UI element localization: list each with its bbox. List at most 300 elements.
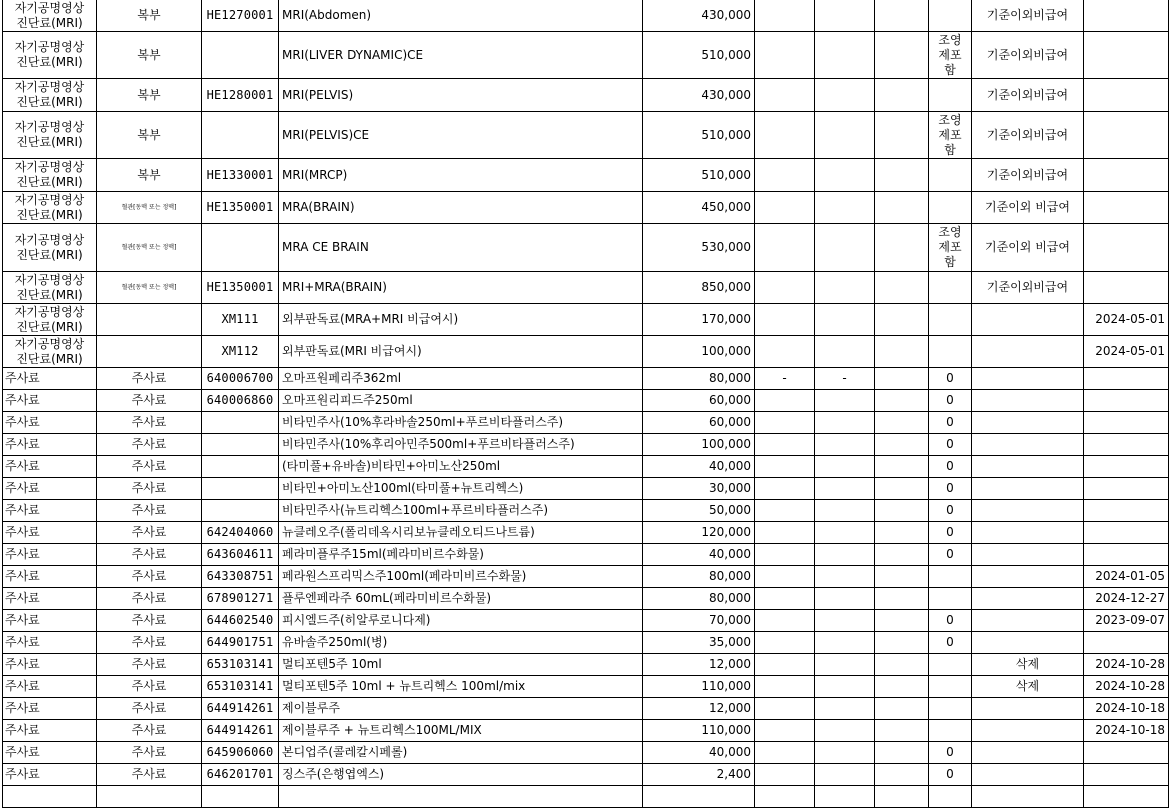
part-cell[interactable]: 혈관[동맥 또는 정맥] <box>97 272 202 304</box>
col-c-cell[interactable] <box>875 272 929 304</box>
price-cell[interactable]: 530,000 <box>643 224 755 272</box>
price-cell[interactable]: 430,000 <box>643 0 755 32</box>
code-cell[interactable]: 644901751 <box>202 632 279 654</box>
coverage-cell[interactable] <box>972 786 1084 808</box>
item-name-cell[interactable]: 징스주(은행엽엑스) <box>279 764 643 786</box>
price-cell[interactable]: 60,000 <box>643 390 755 412</box>
price-cell[interactable]: 850,000 <box>643 272 755 304</box>
note-cell[interactable]: 0 <box>929 412 972 434</box>
part-cell[interactable]: 복부 <box>97 79 202 112</box>
code-cell[interactable]: 640006860 <box>202 390 279 412</box>
price-cell[interactable]: 450,000 <box>643 192 755 224</box>
part-cell[interactable] <box>97 304 202 336</box>
note-cell[interactable]: 0 <box>929 368 972 390</box>
category-cell[interactable]: 자기공명영상 진단료(MRI) <box>3 0 97 32</box>
code-cell[interactable]: XM112 <box>202 336 279 368</box>
price-cell[interactable]: 80,000 <box>643 368 755 390</box>
item-name-cell[interactable]: 외부판독료(MRA+MRI 비급여시) <box>279 304 643 336</box>
part-cell[interactable]: 주사료 <box>97 500 202 522</box>
col-c-cell[interactable] <box>875 588 929 610</box>
date-cell[interactable]: 2024-12-27 <box>1084 588 1169 610</box>
code-cell[interactable]: 644602540 <box>202 610 279 632</box>
col-a-cell[interactable] <box>755 654 815 676</box>
code-cell[interactable]: 653103141 <box>202 676 279 698</box>
date-cell[interactable] <box>1084 412 1169 434</box>
item-name-cell[interactable]: 본디업주(콜레칼시페롤) <box>279 742 643 764</box>
date-cell[interactable] <box>1084 434 1169 456</box>
note-cell[interactable] <box>929 272 972 304</box>
col-c-cell[interactable] <box>875 456 929 478</box>
coverage-cell[interactable] <box>972 764 1084 786</box>
item-name-cell[interactable]: 유바솔주250ml(병) <box>279 632 643 654</box>
item-name-cell[interactable]: 플루엔페라주 60mL(페라미비르수화물) <box>279 588 643 610</box>
col-a-cell[interactable] <box>755 412 815 434</box>
col-c-cell[interactable] <box>875 698 929 720</box>
price-cell[interactable]: 110,000 <box>643 676 755 698</box>
col-b-cell[interactable] <box>815 478 875 500</box>
date-cell[interactable]: 2024-10-18 <box>1084 720 1169 742</box>
col-a-cell[interactable] <box>755 159 815 192</box>
col-c-cell[interactable] <box>875 478 929 500</box>
price-cell[interactable]: 100,000 <box>643 336 755 368</box>
col-a-cell[interactable] <box>755 544 815 566</box>
note-cell[interactable] <box>929 159 972 192</box>
col-c-cell[interactable] <box>875 610 929 632</box>
category-cell[interactable]: 주사료 <box>3 764 97 786</box>
date-cell[interactable] <box>1084 390 1169 412</box>
col-c-cell[interactable] <box>875 676 929 698</box>
part-cell[interactable]: 혈관[동맥 또는 정맥] <box>97 192 202 224</box>
part-cell[interactable]: 주사료 <box>97 654 202 676</box>
note-cell[interactable] <box>929 676 972 698</box>
col-b-cell[interactable] <box>815 112 875 159</box>
col-c-cell[interactable] <box>875 500 929 522</box>
item-name-cell[interactable]: 페라원스프리믹스주100ml(페라미비르수화물) <box>279 566 643 588</box>
date-cell[interactable]: 2024-10-18 <box>1084 698 1169 720</box>
note-cell[interactable] <box>929 0 972 32</box>
item-name-cell[interactable]: (타미풀+유바솔)비타민+아미노산250ml <box>279 456 643 478</box>
date-cell[interactable] <box>1084 544 1169 566</box>
price-cell[interactable]: 510,000 <box>643 112 755 159</box>
col-b-cell[interactable] <box>815 676 875 698</box>
col-a-cell[interactable] <box>755 610 815 632</box>
category-cell[interactable]: 주사료 <box>3 434 97 456</box>
date-cell[interactable] <box>1084 500 1169 522</box>
price-cell[interactable]: 80,000 <box>643 566 755 588</box>
coverage-cell[interactable] <box>972 434 1084 456</box>
col-c-cell[interactable] <box>875 544 929 566</box>
date-cell[interactable] <box>1084 224 1169 272</box>
part-cell[interactable]: 복부 <box>97 112 202 159</box>
price-cell[interactable]: 120,000 <box>643 522 755 544</box>
coverage-cell[interactable]: 기준이외비급여 <box>972 159 1084 192</box>
part-cell[interactable]: 주사료 <box>97 610 202 632</box>
part-cell[interactable]: 주사료 <box>97 456 202 478</box>
col-c-cell[interactable] <box>875 368 929 390</box>
col-c-cell[interactable] <box>875 159 929 192</box>
col-c-cell[interactable] <box>875 336 929 368</box>
col-a-cell[interactable] <box>755 588 815 610</box>
part-cell[interactable]: 주사료 <box>97 588 202 610</box>
note-cell[interactable]: 0 <box>929 764 972 786</box>
col-a-cell[interactable] <box>755 272 815 304</box>
price-cell[interactable]: 110,000 <box>643 720 755 742</box>
part-cell[interactable]: 복부 <box>97 32 202 79</box>
note-cell[interactable] <box>929 336 972 368</box>
coverage-cell[interactable]: 기준이외비급여 <box>972 0 1084 32</box>
item-name-cell[interactable]: 비타민주사(10%후라바솔250ml+푸르비타플러스주) <box>279 412 643 434</box>
price-cell[interactable]: 80,000 <box>643 588 755 610</box>
item-name-cell[interactable]: MRA(BRAIN) <box>279 192 643 224</box>
category-cell[interactable]: 주사료 <box>3 632 97 654</box>
price-cell[interactable]: 60,000 <box>643 412 755 434</box>
date-cell[interactable] <box>1084 159 1169 192</box>
category-cell[interactable]: 주사료 <box>3 566 97 588</box>
coverage-cell[interactable] <box>972 412 1084 434</box>
note-cell[interactable]: 0 <box>929 478 972 500</box>
item-name-cell[interactable]: 외부판독료(MRI 비급여시) <box>279 336 643 368</box>
price-cell[interactable]: 100,000 <box>643 434 755 456</box>
category-cell[interactable]: 자기공명영상 진단료(MRI) <box>3 272 97 304</box>
date-cell[interactable] <box>1084 272 1169 304</box>
code-cell[interactable]: 653103141 <box>202 654 279 676</box>
coverage-cell[interactable]: 삭제 <box>972 676 1084 698</box>
part-cell[interactable]: 주사료 <box>97 544 202 566</box>
col-a-cell[interactable] <box>755 742 815 764</box>
date-cell[interactable]: 2024-01-05 <box>1084 566 1169 588</box>
part-cell[interactable]: 주사료 <box>97 390 202 412</box>
category-cell[interactable]: 주사료 <box>3 478 97 500</box>
item-name-cell[interactable]: 제이블루주 <box>279 698 643 720</box>
note-cell[interactable]: 0 <box>929 522 972 544</box>
item-name-cell[interactable]: MRI(Abdomen) <box>279 0 643 32</box>
note-cell[interactable] <box>929 304 972 336</box>
part-cell[interactable]: 주사료 <box>97 676 202 698</box>
item-name-cell[interactable]: 비타민주사(10%후리아민주500ml+푸르비타플러스주) <box>279 434 643 456</box>
col-b-cell[interactable] <box>815 566 875 588</box>
col-b-cell[interactable] <box>815 522 875 544</box>
note-cell[interactable]: 조영 제포 함 <box>929 32 972 79</box>
code-cell[interactable] <box>202 434 279 456</box>
code-cell[interactable]: XM111 <box>202 304 279 336</box>
coverage-cell[interactable] <box>972 500 1084 522</box>
code-cell[interactable] <box>202 478 279 500</box>
category-cell[interactable]: 주사료 <box>3 390 97 412</box>
col-a-cell[interactable] <box>755 500 815 522</box>
col-a-cell[interactable] <box>755 304 815 336</box>
col-b-cell[interactable] <box>815 304 875 336</box>
col-a-cell[interactable] <box>755 224 815 272</box>
col-a-cell[interactable] <box>755 522 815 544</box>
date-cell[interactable] <box>1084 456 1169 478</box>
col-c-cell[interactable] <box>875 566 929 588</box>
coverage-cell[interactable] <box>972 544 1084 566</box>
code-cell[interactable]: 644914261 <box>202 698 279 720</box>
note-cell[interactable]: 조영 제포 함 <box>929 224 972 272</box>
price-cell[interactable] <box>643 786 755 808</box>
col-c-cell[interactable] <box>875 390 929 412</box>
category-cell[interactable]: 주사료 <box>3 742 97 764</box>
item-name-cell[interactable]: MRI+MRA(BRAIN) <box>279 272 643 304</box>
date-cell[interactable] <box>1084 112 1169 159</box>
price-cell[interactable]: 70,000 <box>643 610 755 632</box>
item-name-cell[interactable]: MRI(PELVIS) <box>279 79 643 112</box>
date-cell[interactable] <box>1084 786 1169 808</box>
note-cell[interactable]: 0 <box>929 632 972 654</box>
coverage-cell[interactable] <box>972 632 1084 654</box>
col-a-cell[interactable] <box>755 698 815 720</box>
code-cell[interactable]: 640006700 <box>202 368 279 390</box>
coverage-cell[interactable] <box>972 336 1084 368</box>
col-b-cell[interactable] <box>815 390 875 412</box>
col-b-cell[interactable] <box>815 192 875 224</box>
col-c-cell[interactable] <box>875 522 929 544</box>
col-a-cell[interactable] <box>755 632 815 654</box>
col-a-cell[interactable] <box>755 0 815 32</box>
coverage-cell[interactable] <box>972 456 1084 478</box>
coverage-cell[interactable] <box>972 610 1084 632</box>
col-b-cell[interactable] <box>815 412 875 434</box>
col-b-cell[interactable] <box>815 336 875 368</box>
note-cell[interactable] <box>929 192 972 224</box>
date-cell[interactable]: 2024-05-01 <box>1084 336 1169 368</box>
col-b-cell[interactable] <box>815 272 875 304</box>
col-b-cell[interactable] <box>815 32 875 79</box>
category-cell[interactable]: 자기공명영상 진단료(MRI) <box>3 336 97 368</box>
col-b-cell[interactable] <box>815 79 875 112</box>
col-a-cell[interactable] <box>755 764 815 786</box>
col-a-cell[interactable]: - <box>755 368 815 390</box>
code-cell[interactable] <box>202 786 279 808</box>
col-b-cell[interactable] <box>815 224 875 272</box>
code-cell[interactable]: 643308751 <box>202 566 279 588</box>
note-cell[interactable]: 0 <box>929 742 972 764</box>
price-cell[interactable]: 35,000 <box>643 632 755 654</box>
col-b-cell[interactable] <box>815 720 875 742</box>
category-cell[interactable]: 자기공명영상 진단료(MRI) <box>3 224 97 272</box>
category-cell[interactable]: 자기공명영상 진단료(MRI) <box>3 159 97 192</box>
col-a-cell[interactable] <box>755 478 815 500</box>
price-cell[interactable]: 430,000 <box>643 79 755 112</box>
date-cell[interactable] <box>1084 32 1169 79</box>
code-cell[interactable] <box>202 32 279 79</box>
code-cell[interactable]: HE1350001 <box>202 192 279 224</box>
col-b-cell[interactable] <box>815 610 875 632</box>
date-cell[interactable] <box>1084 0 1169 32</box>
part-cell[interactable]: 복부 <box>97 159 202 192</box>
code-cell[interactable]: 643604611 <box>202 544 279 566</box>
col-c-cell[interactable] <box>875 786 929 808</box>
category-cell[interactable]: 주사료 <box>3 588 97 610</box>
item-name-cell[interactable]: 비타민+아미노산100ml(타미풀+뉴트리헥스) <box>279 478 643 500</box>
col-a-cell[interactable] <box>755 32 815 79</box>
col-c-cell[interactable] <box>875 764 929 786</box>
price-cell[interactable]: 12,000 <box>643 654 755 676</box>
category-cell[interactable] <box>3 786 97 808</box>
item-name-cell[interactable]: MRA CE BRAIN <box>279 224 643 272</box>
coverage-cell[interactable]: 기준이외비급여 <box>972 272 1084 304</box>
coverage-cell[interactable] <box>972 588 1084 610</box>
col-c-cell[interactable] <box>875 0 929 32</box>
coverage-cell[interactable]: 기준이외비급여 <box>972 79 1084 112</box>
date-cell[interactable]: 2024-10-28 <box>1084 654 1169 676</box>
col-b-cell[interactable] <box>815 742 875 764</box>
category-cell[interactable]: 주사료 <box>3 500 97 522</box>
category-cell[interactable]: 주사료 <box>3 456 97 478</box>
col-b-cell[interactable] <box>815 632 875 654</box>
col-a-cell[interactable] <box>755 786 815 808</box>
col-a-cell[interactable] <box>755 390 815 412</box>
col-a-cell[interactable] <box>755 676 815 698</box>
price-cell[interactable]: 510,000 <box>643 32 755 79</box>
part-cell[interactable]: 주사료 <box>97 478 202 500</box>
date-cell[interactable]: 2024-10-28 <box>1084 676 1169 698</box>
code-cell[interactable]: HE1280001 <box>202 79 279 112</box>
coverage-cell[interactable]: 기준이외 비급여 <box>972 224 1084 272</box>
item-name-cell[interactable]: 제이블루주 + 뉴트리헥스100ML/MIX <box>279 720 643 742</box>
category-cell[interactable]: 자기공명영상 진단료(MRI) <box>3 112 97 159</box>
col-c-cell[interactable] <box>875 412 929 434</box>
code-cell[interactable]: 678901271 <box>202 588 279 610</box>
date-cell[interactable] <box>1084 79 1169 112</box>
col-b-cell[interactable] <box>815 500 875 522</box>
price-cell[interactable]: 12,000 <box>643 698 755 720</box>
code-cell[interactable] <box>202 112 279 159</box>
col-c-cell[interactable] <box>875 304 929 336</box>
note-cell[interactable] <box>929 566 972 588</box>
item-name-cell[interactable]: 피시엘드주(히알루로니다제) <box>279 610 643 632</box>
col-c-cell[interactable] <box>875 632 929 654</box>
coverage-cell[interactable] <box>972 698 1084 720</box>
note-cell[interactable] <box>929 588 972 610</box>
code-cell[interactable]: 646201701 <box>202 764 279 786</box>
col-b-cell[interactable] <box>815 654 875 676</box>
coverage-cell[interactable]: 기준이외비급여 <box>972 32 1084 79</box>
note-cell[interactable] <box>929 786 972 808</box>
col-b-cell[interactable] <box>815 434 875 456</box>
coverage-cell[interactable] <box>972 720 1084 742</box>
coverage-cell[interactable]: 삭제 <box>972 654 1084 676</box>
part-cell[interactable]: 주사료 <box>97 368 202 390</box>
date-cell[interactable]: 2024-05-01 <box>1084 304 1169 336</box>
col-c-cell[interactable] <box>875 654 929 676</box>
col-c-cell[interactable] <box>875 192 929 224</box>
price-cell[interactable]: 40,000 <box>643 742 755 764</box>
coverage-cell[interactable] <box>972 742 1084 764</box>
col-c-cell[interactable] <box>875 112 929 159</box>
date-cell[interactable] <box>1084 522 1169 544</box>
item-name-cell[interactable]: 비타민주사(뉴트리헥스100ml+푸르비타플러스주) <box>279 500 643 522</box>
category-cell[interactable]: 주사료 <box>3 522 97 544</box>
part-cell[interactable]: 주사료 <box>97 720 202 742</box>
col-a-cell[interactable] <box>755 456 815 478</box>
note-cell[interactable] <box>929 79 972 112</box>
price-cell[interactable]: 170,000 <box>643 304 755 336</box>
date-cell[interactable] <box>1084 632 1169 654</box>
date-cell[interactable] <box>1084 368 1169 390</box>
col-b-cell[interactable] <box>815 786 875 808</box>
note-cell[interactable] <box>929 698 972 720</box>
note-cell[interactable]: 0 <box>929 610 972 632</box>
part-cell[interactable]: 주사료 <box>97 632 202 654</box>
item-name-cell[interactable]: 오마프원페리주362ml <box>279 368 643 390</box>
col-c-cell[interactable] <box>875 224 929 272</box>
col-c-cell[interactable] <box>875 434 929 456</box>
col-a-cell[interactable] <box>755 112 815 159</box>
col-a-cell[interactable] <box>755 336 815 368</box>
col-a-cell[interactable] <box>755 192 815 224</box>
part-cell[interactable]: 주사료 <box>97 412 202 434</box>
part-cell[interactable] <box>97 336 202 368</box>
code-cell[interactable]: 645906060 <box>202 742 279 764</box>
col-c-cell[interactable] <box>875 720 929 742</box>
col-a-cell[interactable] <box>755 434 815 456</box>
note-cell[interactable]: 0 <box>929 434 972 456</box>
col-b-cell[interactable] <box>815 764 875 786</box>
part-cell[interactable]: 주사료 <box>97 742 202 764</box>
item-name-cell[interactable]: MRI(PELVIS)CE <box>279 112 643 159</box>
code-cell[interactable] <box>202 224 279 272</box>
code-cell[interactable] <box>202 412 279 434</box>
code-cell[interactable]: HE1350001 <box>202 272 279 304</box>
note-cell[interactable]: 0 <box>929 500 972 522</box>
col-b-cell[interactable]: - <box>815 368 875 390</box>
note-cell[interactable]: 조영 제포 함 <box>929 112 972 159</box>
col-b-cell[interactable] <box>815 698 875 720</box>
category-cell[interactable]: 자기공명영상 진단료(MRI) <box>3 32 97 79</box>
item-name-cell[interactable]: 오마프원리피드주250ml <box>279 390 643 412</box>
category-cell[interactable]: 자기공명영상 진단료(MRI) <box>3 304 97 336</box>
item-name-cell[interactable]: 페라미플루주15ml(페라미비르수화물) <box>279 544 643 566</box>
part-cell[interactable]: 주사료 <box>97 434 202 456</box>
category-cell[interactable]: 자기공명영상 진단료(MRI) <box>3 192 97 224</box>
category-cell[interactable]: 주사료 <box>3 610 97 632</box>
item-name-cell[interactable]: MRI(MRCP) <box>279 159 643 192</box>
col-b-cell[interactable] <box>815 544 875 566</box>
code-cell[interactable] <box>202 500 279 522</box>
part-cell[interactable] <box>97 786 202 808</box>
code-cell[interactable] <box>202 456 279 478</box>
part-cell[interactable]: 주사료 <box>97 764 202 786</box>
part-cell[interactable]: 주사료 <box>97 566 202 588</box>
item-name-cell[interactable]: 멀티포텐5주 10ml <box>279 654 643 676</box>
col-a-cell[interactable] <box>755 79 815 112</box>
col-c-cell[interactable] <box>875 742 929 764</box>
price-cell[interactable]: 50,000 <box>643 500 755 522</box>
col-b-cell[interactable] <box>815 588 875 610</box>
category-cell[interactable]: 주사료 <box>3 720 97 742</box>
col-b-cell[interactable] <box>815 0 875 32</box>
date-cell[interactable] <box>1084 478 1169 500</box>
note-cell[interactable]: 0 <box>929 456 972 478</box>
code-cell[interactable]: 642404060 <box>202 522 279 544</box>
coverage-cell[interactable]: 기준이외비급여 <box>972 112 1084 159</box>
coverage-cell[interactable] <box>972 304 1084 336</box>
category-cell[interactable]: 주사료 <box>3 412 97 434</box>
code-cell[interactable]: 644914261 <box>202 720 279 742</box>
item-name-cell[interactable]: 멀티포텐5주 10ml + 뉴트리헥스 100ml/mix <box>279 676 643 698</box>
category-cell[interactable]: 주사료 <box>3 544 97 566</box>
col-c-cell[interactable] <box>875 32 929 79</box>
coverage-cell[interactable] <box>972 478 1084 500</box>
category-cell[interactable]: 주사료 <box>3 698 97 720</box>
code-cell[interactable]: HE1330001 <box>202 159 279 192</box>
category-cell[interactable]: 주사료 <box>3 654 97 676</box>
code-cell[interactable]: HE1270001 <box>202 0 279 32</box>
category-cell[interactable]: 주사료 <box>3 676 97 698</box>
coverage-cell[interactable] <box>972 522 1084 544</box>
coverage-cell[interactable]: 기준이외 비급여 <box>972 192 1084 224</box>
